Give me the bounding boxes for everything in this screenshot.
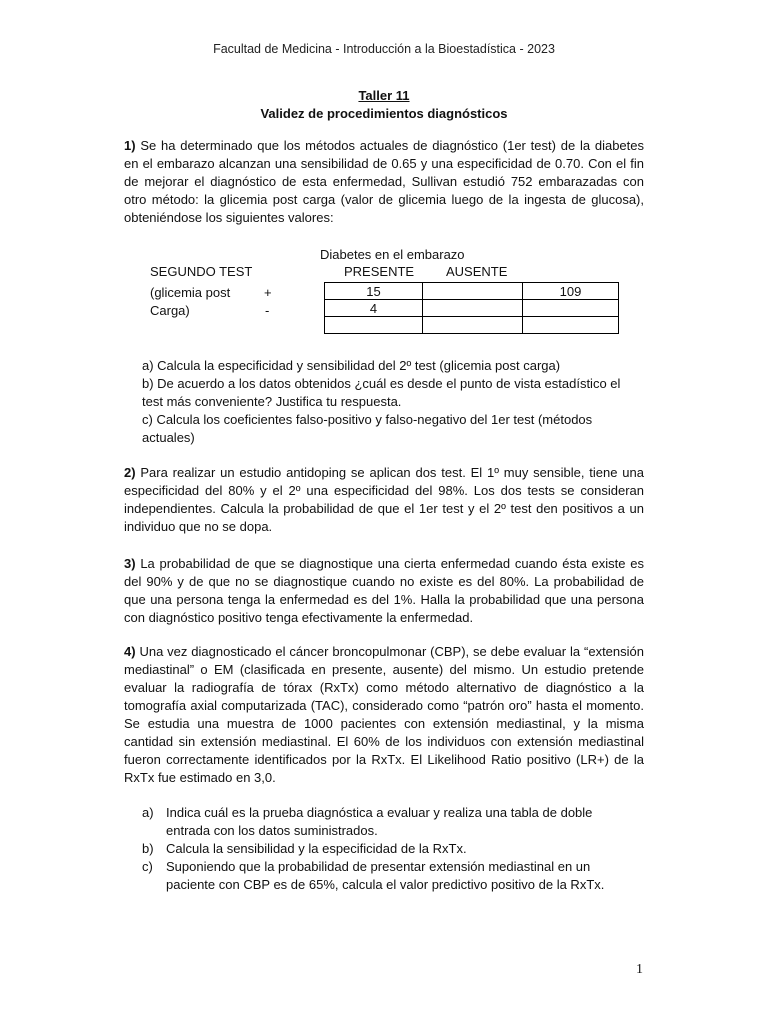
question-2-number: 2) (124, 465, 136, 480)
question-2-text: Para realizar un estudio antidoping se aplican dos test. El 1º muy sensible, tiene una especificidad del 80% y el 2º una especificidad del 98%. Los dos tests se consideran independientes. Calcula la probabilidad de que el 1er test y el 2º test den positivos a un individuo que no se dopa. (124, 465, 644, 534)
workshop-subtitle: Validez de procedimientos diagnósticos (260, 106, 508, 121)
column-present: PRESENTE (344, 264, 415, 279)
table-cell: 15 (325, 283, 423, 300)
question-1b: b) De acuerdo a los datos obtenidos ¿cuál es desde el punto de vista estadístico el test más conveniente? Justifica tu respuesta. (142, 376, 621, 409)
question-4-items (142, 804, 622, 894)
table-row-header: SEGUNDO TEST (150, 264, 253, 279)
row-label-2: Carga) (150, 303, 190, 318)
table-row (325, 283, 619, 300)
sign-positive: + (264, 285, 272, 300)
list-text: Indica cuál es la prueba diagnóstica a evaluar y realiza una tabla de doble entrada con los datos suministrados. (166, 805, 593, 838)
list-marker: c) (142, 859, 153, 874)
question-1-text: Se ha determinado que los métodos actuales de diagnóstico (1er test) de la diabetes en el embarazo alcanzan una sensibilidad de 0.65 y una especificidad de 0.70. Con el fin de mejorar el diagnóstico de esta enfermedad, Sullivan estudió 752 embarazadas con otro método: la glicemia post carga (valor de glicemia luego de la ingesta de glucosa), obteniéndose los siguientes valores: (124, 138, 644, 225)
page-header: Facultad de Medicina - Introducción a la Bioestadística - 2023 (213, 42, 555, 56)
question-1a: a) Calcula la especificidad y sensibilidad del 2º test (glicemia post carga) (142, 358, 561, 373)
list-marker: a) (142, 805, 154, 820)
question-4-number: 4) (124, 644, 136, 659)
question-4-text: Una vez diagnosticado el cáncer broncopulmonar (CBP), se debe evaluar la “extensión mediastinal” o EM (clasificada en presente, ausente) del mismo. Un estudio pretende evaluar la radiografía de tórax (RxTx) como método alternativo de diagnóstico a la tomografía axial computarizada (TAC), considerado como “patrón oro” hasta el momento. Se estudia una muestra de 1000 pacientes con extensión mediastinal, y la misma cantidad sin extensión mediastinal. El 60% de los individuos con extensión mediastinal fueron correctamente identificados por la RxTx. El Likelihood Ratio positivo (LR+) de la RxTx fue estimado en 3,0. (124, 644, 644, 785)
list-item (142, 840, 622, 858)
question-1c: c) Calcula los coeficientes falso-positivo y falso-negativo del 1er test (métodos actuales) (142, 412, 593, 445)
question-3-text: La probabilidad de que se diagnostique una cierta enfermedad cuando ésta existe es del 90% y de que no se diagnostique cuando no existe es del 80%. La probabilidad de que una persona tenga la enfermedad es del 1%. Halla la probabilidad que una persona con diagnóstico positivo tenga efectivamente la enfermedad. (124, 556, 644, 625)
table-row (325, 317, 619, 334)
table-cell (325, 317, 423, 334)
question-1 (124, 137, 644, 227)
list-item (142, 858, 622, 894)
question-4 (124, 643, 644, 787)
table-cell (423, 317, 523, 334)
table-row (325, 300, 619, 317)
list-text: Calcula la sensibilidad y la especificidad de la RxTx. (166, 841, 467, 856)
column-absent: AUSENTE (446, 264, 508, 279)
table-cell (423, 300, 523, 317)
table-cell (423, 283, 523, 300)
table-cell: 4 (325, 300, 423, 317)
table-caption: Diabetes en el embarazo (320, 247, 465, 262)
list-marker: b) (142, 841, 154, 856)
list-item (142, 804, 622, 840)
table-cell (523, 317, 619, 334)
contingency-table (324, 282, 619, 334)
list-text: Suponiendo que la probabilidad de presentar extensión mediastinal en un paciente con CBP es de 65%, calcula el valor predictivo positivo de la RxTx. (166, 859, 605, 892)
workshop-title: Taller 11 (358, 88, 410, 103)
question-2 (124, 464, 644, 536)
sign-negative: - (265, 303, 270, 318)
page-number: 1 (636, 962, 643, 977)
question-1-number: 1) (124, 138, 136, 153)
question-3-number: 3) (124, 556, 136, 571)
row-label-1: (glicemia post (150, 285, 231, 300)
question-3 (124, 555, 644, 627)
table-cell: 109 (523, 283, 619, 300)
table-cell (523, 300, 619, 317)
